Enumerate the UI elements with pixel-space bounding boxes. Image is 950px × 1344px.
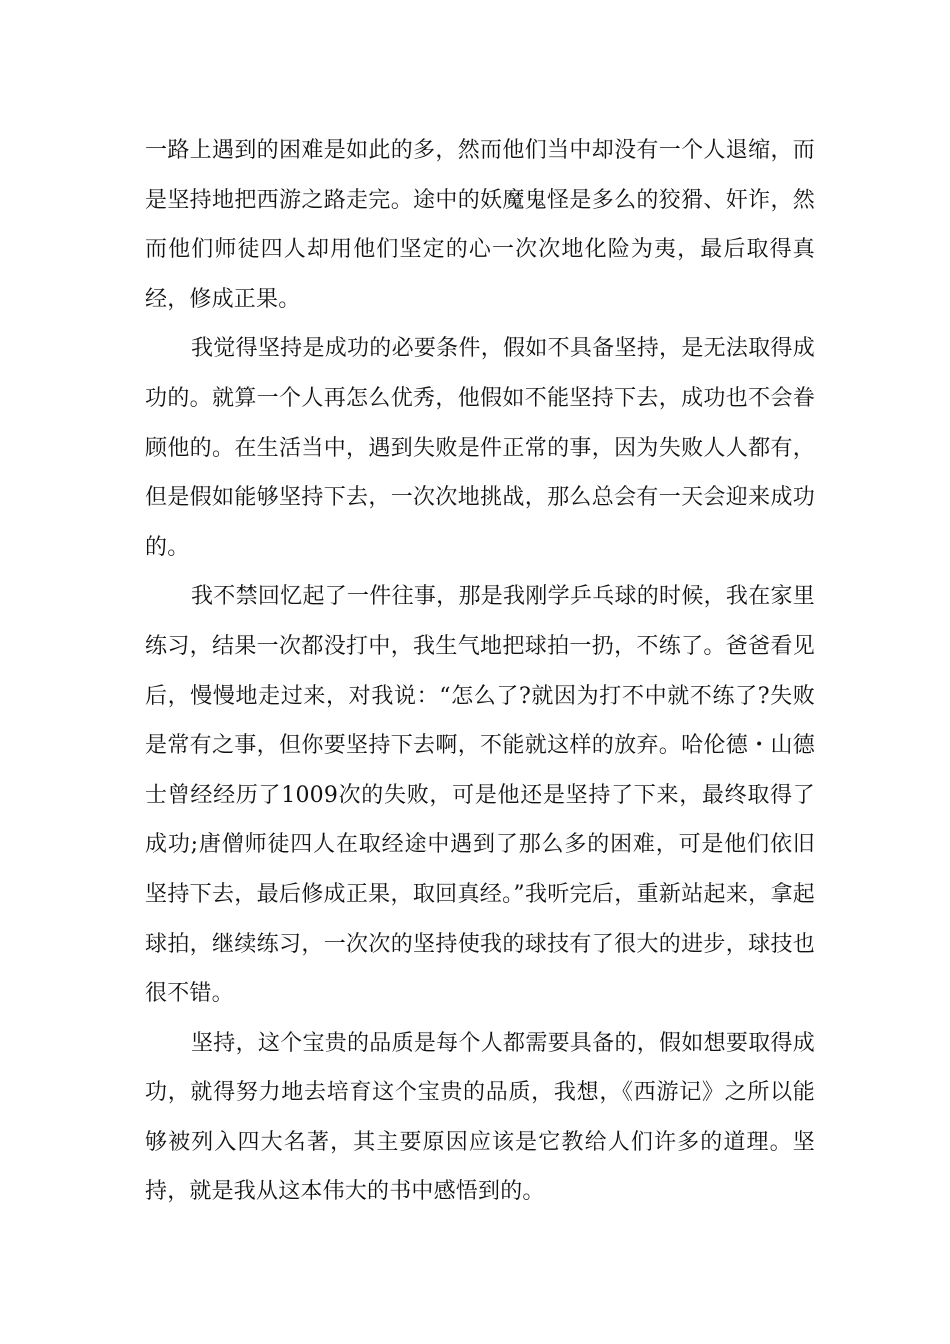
paragraph-3: 我不禁回忆起了一件往事，那是我刚学乒乓球的时候，我在家里练习，结果一次都没打中，我生气地把球拍一扔，不练了。爸爸看见后，慢慢地走过来，对我说：“怎么了?就因为打不中就不练了?失败是常有之事，但你要坚持下去啊，不能就这样的放弃。哈伦德・山德士曾经经历了1009次的失败，可是他还是坚持了下来，最终取得了成功;唐僧师徒四人在取经途中遇到了那么多的困难，可是他们依旧坚持下去，最后修成正果，取回真经。”我听完后，重新站起来，拿起球拍，继续练习，一次次的坚持使我的球技有了很大的进步，球技也很不错。 bbox=[145, 584, 815, 1007]
paragraph-1: 一路上遇到的困难是如此的多，然而他们当中却没有一个人退缩，而是坚持地把西游之路走完。途中的妖魔鬼怪是多么的狡猾、奸诈，然而他们师徒四人却用他们坚定的心一次次地化险为夷，最后取得真经，修成正果。 bbox=[145, 138, 815, 312]
paragraph-2: 我觉得坚持是成功的必要条件，假如不具备坚持，是无法取得成功的。就算一个人再怎么优秀，他假如不能坚持下去，成功也不会眷顾他的。在生活当中，遇到失败是件正常的事，因为失败人人都有，但是假如能够坚持下去，一次次地挑战，那么总会有一天会迎来成功的。 bbox=[145, 336, 815, 560]
paragraph-4: 坚持，这个宝贵的品质是每个人都需要具备的，假如想要取得成功，就得努力地去培育这个宝贵的品质，我想，《西游记》之所以能够被列入四大名著，其主要原因应该是它教给人们许多的道理。坚持，就是我从这本伟大的书中感悟到的。 bbox=[145, 1030, 815, 1205]
document-body bbox=[145, 126, 815, 1217]
